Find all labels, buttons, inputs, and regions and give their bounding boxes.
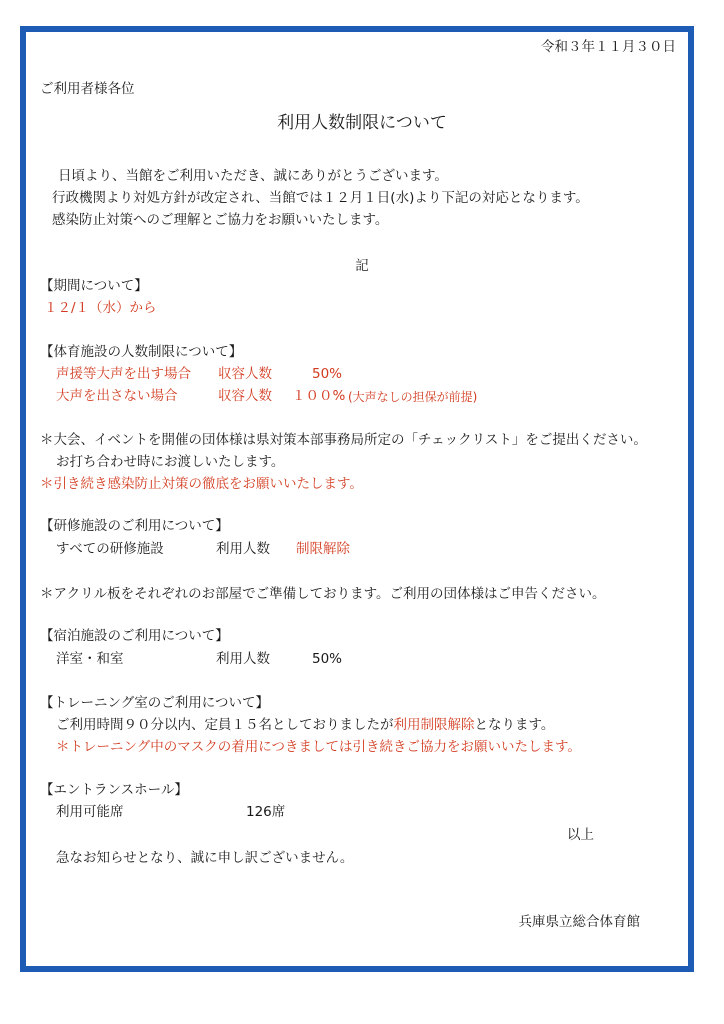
signature: 兵庫県立総合体育館 [518,914,640,930]
intro-line-3: 感染防止対策へのご理解とご協力をお願いいたします。 [52,212,389,228]
training-facility-label: 利用人数 [216,541,270,557]
lodging-item: 洋室・和室 [56,651,124,667]
sports-value-1: 50% [312,366,343,382]
ijo-marker: 以上 [567,827,594,843]
training-room-line-1 [56,716,554,734]
sports-note-2: (大声なしの担保が前提) [348,390,478,404]
training-facility-value: 制限解除 [296,541,350,557]
intro-line-1: 日頃より、当館をご利用いただき、誠にありがとうございます。 [58,168,448,184]
document-date: 令和３年１１月３０日 [541,39,676,55]
sports-label-1: 収容人数 [218,366,272,382]
entrance-item: 利用可能席 [56,804,124,820]
event-note-3: ＊引き続き感染防止対策の徹底をお願いいたします。 [40,476,363,492]
training-room-heading: 【トレーニング室のご利用について】 [40,695,269,711]
lodging-value: 50% [312,651,343,667]
sports-case-2: 大声を出さない場合 [56,388,178,404]
document-title: 利用人数制限について [277,113,447,133]
acrylic-note: ＊アクリル板をそれぞれのお部屋でご準備しております。ご利用の団体様はご申告ください。 [40,586,606,602]
sports-case-1: 声援等大声を出す場合 [56,366,191,382]
lodging-heading: 【宿泊施設のご利用について】 [40,628,229,644]
sports-value-2: １００% [292,388,346,404]
period-heading: 【期間について】 [40,278,148,294]
lodging-label: 利用人数 [216,651,270,667]
entrance-heading: 【エントランスホール】 [40,782,188,798]
training-facility-item: すべての研修施設 [56,541,164,557]
period-value: １２/１（水）から [44,300,157,316]
training-room-text: ご利用時間９０分以内、定員１５名としておりましたが [56,717,394,733]
sports-label-2: 収容人数 [218,388,272,404]
training-room-text-end: となります。 [474,717,555,733]
training-facility-heading: 【研修施設のご利用について】 [40,518,229,534]
addressee: ご利用者様各位 [40,81,135,97]
intro-line-2: 行政機関より対処方針が改定され、当館では１２月１日(水)より下記の対応となります。 [52,190,589,206]
ki-marker: 記 [355,258,369,274]
event-note-1: ＊大会、イベントを開催の団体様は県対策本部事務局所定の「チェックリスト」をご提出ください。 [40,432,647,448]
training-room-line-2: ＊トレーニング中のマスクの着用につきましては引き続きご協力をお願いいたします。 [56,739,581,755]
entrance-value: 126席 [246,804,286,820]
training-room-release: 利用制限解除 [393,717,475,733]
event-note-2: お打ち合わせ時にお渡しいたします。 [56,454,285,470]
sports-heading: 【体育施設の人数制限について】 [40,344,243,360]
apology: 急なお知らせとなり、誠に申し訳ございません。 [56,850,354,866]
